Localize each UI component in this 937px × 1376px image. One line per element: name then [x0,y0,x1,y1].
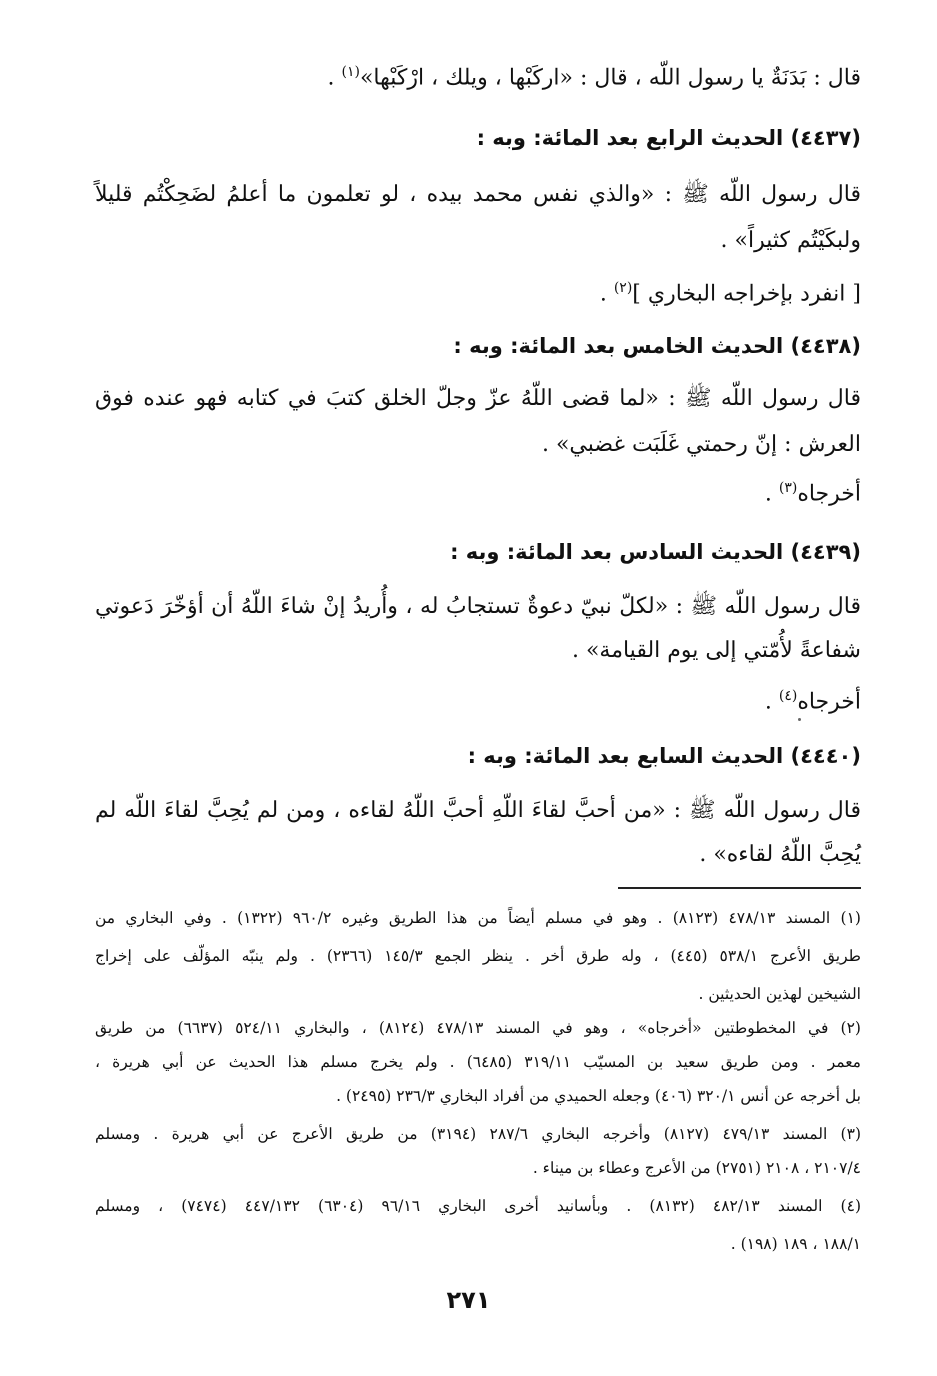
text-line: شفاعةً لأُمّتي إلى يوم القيامة» . [571,638,861,663]
text-line [600,280,861,306]
text-line [765,688,861,714]
page-number: ٢٧١ [446,1286,491,1314]
text-span: . [764,481,779,507]
footnote-ref[interactable]: (٣) [778,480,798,496]
hadith-heading: (٤٤٣٩) الحديث السادس بعد المائة: وبه : [450,540,861,564]
text-line: ولبكَيْتُم كثيراً» . [720,228,861,253]
text-line: يُحِبَّ اللّهُ لقاءه» . [699,842,861,867]
footnote-line: طريق الأعرج ٥٣٨/١ (٤٤٥) ، وله طرق أخر . ينظر الجمع ١٤٥/٣ (٢٣٦٦) . ولم ينبّه المؤلّف على إخراج [95,947,861,965]
footnote-separator [618,887,861,889]
footnote-line: (١) المسند ٤٧٨/١٣ (٨١٢٣) . وهو في مسلم أيضاً من هذا الطريق وغيره ٩٦٠/٢ (١٣٢٢) . وفي البخاري من [95,909,861,927]
text-line: قال رسول اللّه ﷺ : «والذي نفس محمد بيده ، لو تعلمون ما أعلمُ لضَحِكْتُم قليلاً [95,182,861,207]
text-span: . [327,65,342,91]
text-line: قال رسول اللّه ﷺ : «لكلّ نبيّ دعوةٌ تستجابُ له ، وأُريدُ إنْ شاءَ اللّهُ أن أؤخّرَ دَعوتي [95,594,861,619]
footnote-line: (٣) المسند ٤٧٩/١٣ (٨١٢٧) وأخرجه البخاري ٢٨٧/٦ (٣١٩٤) من طريق الأعرج عن أبي هريرة . ومسلم [95,1125,861,1143]
text-line: العرش : إنّ رحمتي غَلَبَت غضبي» . [541,432,861,457]
text-line: قال رسول اللّه ﷺ : «من أحبَّ لقاءَ اللّهِ أحبَّ اللّهُ لقاءه ، ومن لم يُحِبَّ لقاءَ اللّه لم [95,798,861,823]
footnote-ref[interactable]: (٤) [778,688,798,704]
footnote-line: بل أخرجه عن أنس ٣٢٠/١ (٤٠٦) وجعله الحميدي من أفراد البخاري ٢٣٦/٣ (٢٤٩٥) . [336,1087,861,1105]
text-span: [ انفرد بإخراجه البخاري ] [632,281,861,307]
text-span: . [599,281,614,307]
hadith-heading: (٤٤٣٨) الحديث الخامس بعد المائة: وبه : [453,334,861,358]
text-line [765,480,861,506]
hadith-heading: (٤٤٣٧) الحديث الرابع بعد المائة: وبه : [476,126,861,150]
footnote-line: الشيخين لهذين الحديثين . [698,985,861,1003]
text-span: . [764,689,779,715]
text-line [81,64,861,90]
footnote-line: ١٨٨/١ ، ١٨٩ (١٩٨) . [730,1235,861,1253]
hadith-heading: (٤٤٤٠) الحديث السابع بعد المائة: وبه : [467,744,861,768]
text-span: أخرجاه [797,689,861,715]
footnote-ref[interactable]: (١) [341,64,360,80]
text-line: قال رسول اللّه ﷺ : «لما قضى اللّهُ عزّ وجلّ الخلق كتبَ في كتابه فهو عنده فوق [95,386,861,411]
speck [798,718,801,721]
footnote-line: معمر . ومن طريق سعيد بن المسيّب ٣١٩/١١ (٦٤٨٥) . ولم يخرج مسلم هذا الحديث عن أبي هريرة ، [95,1053,861,1071]
footnote-ref[interactable]: (٢) [613,280,633,296]
text-span: أخرجاه [797,481,861,507]
text-span: قال : بَدَنَةٌ يا رسول اللّه ، قال : «اركَبْها ، ويلك ، ارْكَبْها» [359,65,861,91]
footnote-line: ٢١٠٧/٤ ، ٢١٠٨ (٢٧٥١) من الأعرج وعطاء بن ميناء . [532,1159,861,1177]
footnote-line: (٤) المسند ٤٨٢/١٣ (٨١٣٢) . وبأسانيد أخرى البخاري ٩٦/١٦ (٦٣٠٤) ٤٤٧/١٣٢ (٧٤٧٤) ، ومسلم [95,1197,861,1215]
footnote-line: (٢) في المخطوطتين «أخرجاه» ، وهو في المسند ٤٧٨/١٣ (٨١٢٤) ، والبخاري ٥٢٤/١١ (٦٦٣٧) من طريق [95,1019,861,1037]
